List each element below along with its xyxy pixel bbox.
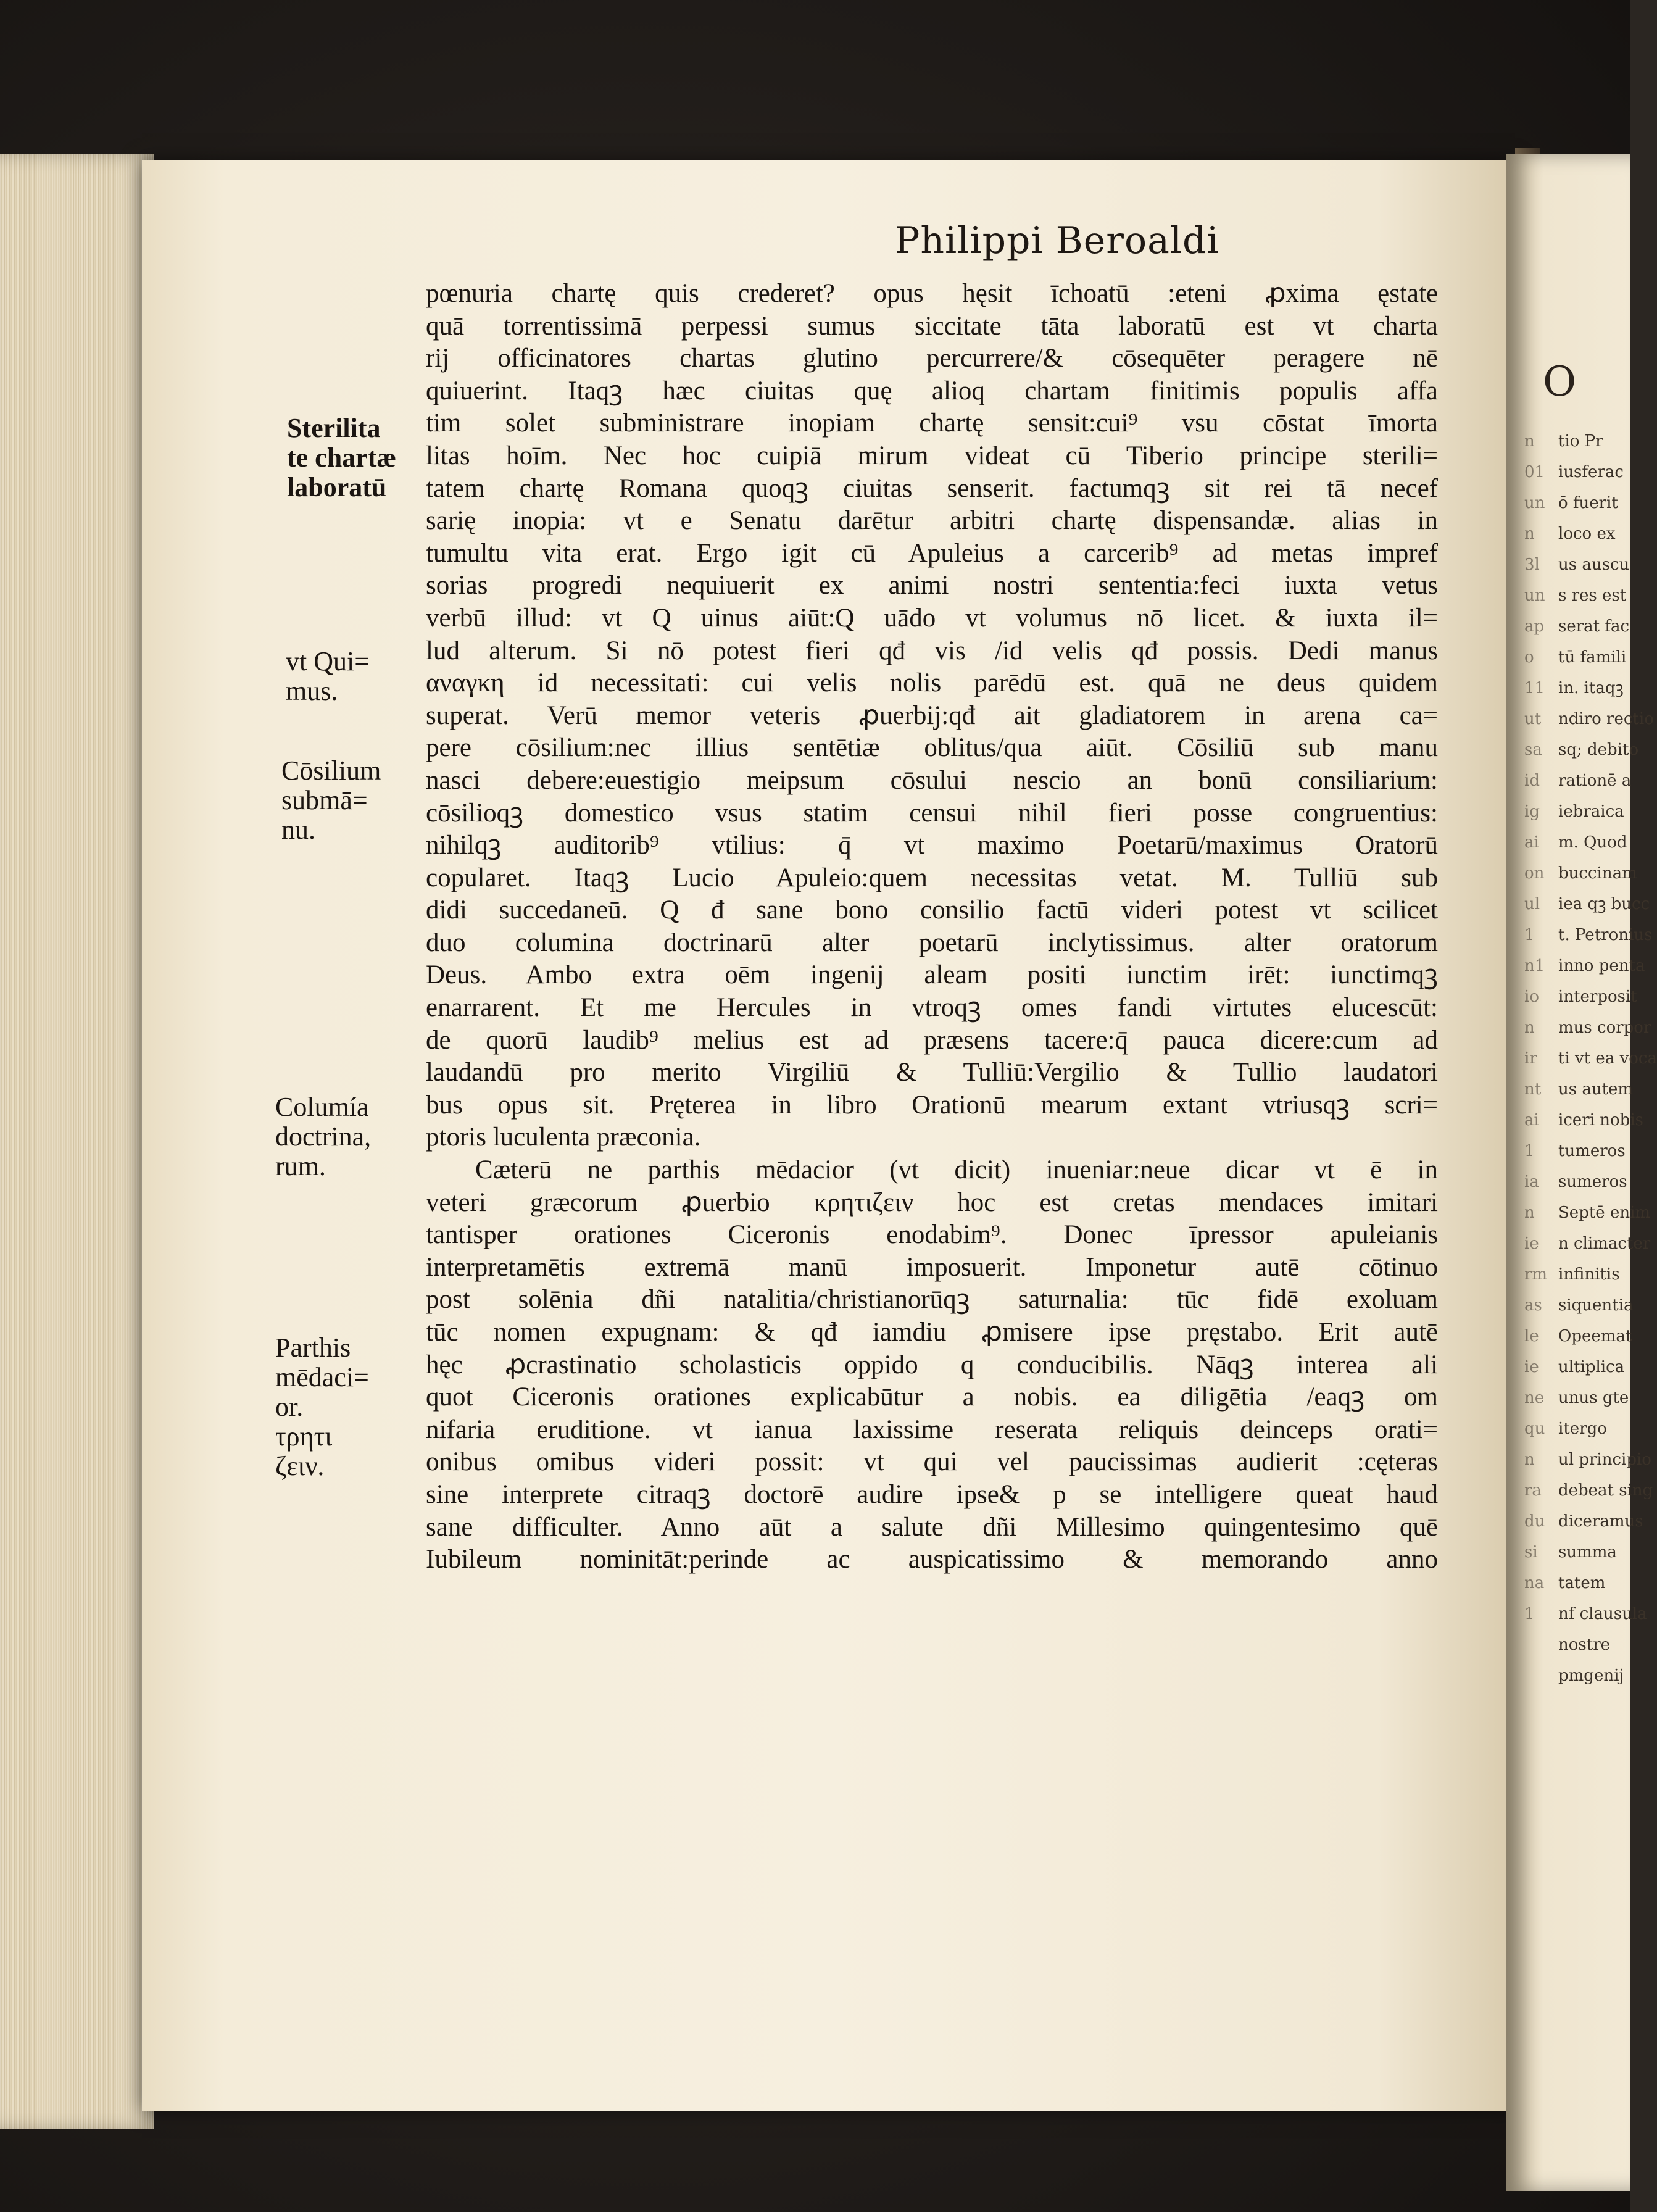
text-line: onibus omibus videri possit: vt qui vel paucissimas audierit :cęteras [426,1447,1438,1477]
facing-page-fragment: 3l [1524,555,1540,574]
facing-page-fragment: ō fuerit [1558,494,1618,512]
margin-note-line: vt Qui= [286,646,370,676]
facing-page-fragment: tū famili [1558,648,1627,667]
text-line: post solēnia dñi natalitia/christianorūqꝫ saturnalia: tūc fidē exoluam [426,1285,1438,1315]
facing-page-fragment: sumeros [1558,1173,1627,1191]
facing-page-fragment: ultiplica [1558,1358,1625,1376]
margin-note-line: ζειν. [275,1451,325,1481]
facing-page-fragment: m. Quod [1558,833,1627,852]
facing-page [1506,154,1657,2191]
text-line: enarrarent. Et me Hercules in vtroqꝫ omes fandi virtutes elucescūt: [426,993,1438,1023]
text-line: sane difficulter. Anno aūt a salute dñi Millesimo quingentesimo quē [426,1512,1438,1542]
facing-page-fragment: siquentia [1558,1296,1634,1315]
text-line: rij officinatores chartas glutino percurrere/& cōsequēter peragere nē [426,344,1438,373]
facing-page-fragment: nt [1524,1080,1542,1099]
text-line: pœnuria chartę quis crederet? opus hęsit īchoatū :eteni ꝓxima ęstate [426,279,1438,308]
facing-page-fragment: o [1524,648,1534,667]
margin-note-line: laboratū [287,472,387,502]
facing-page-fragment: s res est [1558,586,1627,605]
facing-page-fragment: 1 [1524,1605,1535,1623]
facing-page-fragment: ir [1524,1049,1537,1068]
facing-page-fragment: diceramus [1558,1512,1643,1531]
text-line: tatem chartę Romana quoqꝫ ciuitas senserit. factumqꝫ sit rei tā necef [426,473,1438,503]
body-text [426,278,1438,1576]
text-line: Iubileum nominitāt:perinde ac auspicatissimo & memorando anno [426,1545,1438,1574]
text-line: quot Ciceronis orationes explicabūtur a nobis. ea diligētia /eaqꝫ om [426,1382,1438,1412]
facing-page-fragment: ap [1524,617,1545,636]
facing-page-fragment: ti vt ea voca [1558,1049,1657,1068]
margin-note-line: Sterilita [287,413,381,443]
facing-page-fragment: as [1524,1296,1542,1315]
facing-page-fragment: Septē enim [1558,1204,1651,1222]
facing-page-fragment: iebraica [1558,802,1624,821]
margin-note-line: Cōsilium [281,755,381,786]
facing-page-fragment: summa [1558,1543,1617,1561]
text-line: nihilqꝫ auditorib⁹ vtilius: q̄ vt maximo Poetarū/maximus Oratorū [426,831,1438,860]
text-line: tumultu vita erat. Ergo igit cū Apuleius a carcerib⁹ ad metas impref [426,538,1438,568]
text-line: copularet. Itaqꝫ Lucio Apuleio:quem necessitas vetat. M. Tulliū sub [426,863,1438,892]
text-line: bus opus sit. Pręterea in libro Orationū mearum extant vtriusqꝫ scri= [426,1090,1438,1120]
facing-page-fragment: unus gte [1558,1389,1629,1407]
text-line: nasci debere:euestigio meipsum cōsului nescio an bonū consiliarium: [426,765,1438,795]
facing-page-fragment: ie [1524,1358,1539,1376]
facing-page-fragment: tatem [1558,1574,1606,1592]
text-line: quā torrentissimā perpessi sumus siccitate tāta laboratū est vt charta [426,311,1438,341]
text-line: duo columina doctrinarū alter poetarū inclytissimus. alter oratorum [426,928,1438,957]
facing-page-fragment: ut [1524,710,1542,728]
text-line: hęc ꝓcrastinatio scholasticis oppido q conducibilis. Nāqꝫ interea ali [426,1350,1438,1379]
text-line: nifaria eruditione. vt ianua laxissime reserata reliquis deinceps orati= [426,1415,1438,1444]
facing-page-fragment: le [1524,1327,1539,1345]
facing-page-fragment: ne [1524,1389,1545,1407]
margin-note-columina [275,1092,371,1181]
text-line: lud alterum. Si nō potest fieri qđ vis /id velis qđ possis. Dedi manus [426,636,1438,665]
margin-note-line: mēdaci= [275,1362,369,1392]
facing-page-fragment: qu [1524,1420,1545,1438]
facing-page-fragment: id [1524,771,1540,790]
running-head: Philippi Beroaldi [895,219,1219,262]
margin-note-line: Parthis [275,1333,351,1363]
margin-note-line: τρητι [275,1421,333,1452]
facing-page-left-column [1524,426,1561,1629]
text-line: quiuerint. Itaqꝫ hæc ciuitas quę alioq chartam finitimis populis affa [426,376,1438,405]
margin-note-line: rum. [275,1151,326,1181]
facing-page-fragment: on [1524,864,1545,883]
facing-page-fragment: nf clausula [1558,1605,1647,1623]
facing-page-fragment: iceri nobis [1558,1111,1643,1129]
facing-page-fragment: ra [1524,1481,1542,1500]
margin-note-parthis [275,1333,369,1481]
text-line: litas hoīm. Nec hoc cuipiā mirum videat cū Tiberio principe sterili= [426,441,1438,470]
margin-note-line: te chartæ [287,443,397,473]
text-line: sarię inopia: vt e Senatu darētur arbitri chartę dispensandæ. alias in [426,506,1438,536]
facing-page-fragment: ig [1524,802,1540,821]
text-line: veteri græcorum ꝓuerbio κρητιζειν hoc est cretas mendaces imitari [426,1187,1438,1217]
facing-page-fragment: inno penta [1558,957,1645,975]
text-line: tim solet subministrare inopiam chartę sensit:cui⁹ vsu cōstat īmorta [426,409,1438,438]
facing-page-fragment: interposit [1558,988,1637,1006]
text-line: tūc nomen expugnam: & qđ iamdiu ꝓmisere ipse pręstabo. Erit autē [426,1318,1438,1347]
text-line: didi succedaneū. Q đ sane bono consilio factū videri potest vt scilicet [426,896,1438,925]
facing-page-fragment: t. Petronius [1558,926,1653,944]
margin-note-line: submā= [281,785,368,815]
text-line: verbū illud: vt Q uinus aiūt:Q uādo vt volumus nō licet. & iuxta il= [426,603,1438,633]
text-line: laudandū pro merito Virgiliū & Tulliū:Vergilio & Tullio laudatori [426,1058,1438,1087]
facing-page-fragment: pmgenij [1558,1666,1624,1685]
facing-page-fragment: us auscu [1558,555,1630,574]
text-line: cōsilioqꝫ domestico vsus statim censui nihil fieri posse congruentius: [426,798,1438,828]
facing-page-fragment: io [1524,988,1539,1006]
facing-page-fragment: buccinam [1558,864,1637,883]
facing-page-fragment: un [1524,494,1545,512]
facing-page-fragment: iusferac [1558,463,1624,481]
text-line: interpretamētis extremā manū imposuerit. Imponetur autē cōtinuo [426,1252,1438,1282]
facing-page-fragment: debeat sing [1558,1481,1653,1500]
facing-page-fragment: rationē a [1558,771,1632,790]
facing-page-fragment: ie [1524,1234,1539,1253]
facing-page-fragment: tumeros [1558,1142,1626,1160]
text-line: superat. Verū memor veteris ꝓuerbij:qđ ait gladiatorem in arena ca= [426,701,1438,730]
facing-page-fragment: Opeemat [1558,1327,1632,1345]
facing-page-fragment: 1 [1524,926,1535,944]
page-edges-left [0,154,154,2129]
facing-page-fragment: na [1524,1574,1545,1592]
margin-note-line: nu. [281,815,315,845]
facing-page-fragment: iea qꝫ bucc [1558,895,1650,913]
facing-page-fragment: 01 [1524,463,1545,481]
text-line: αναγκη id necessitati: cui velis nolis parēdū est. quā ne deus quidem [426,668,1438,698]
margin-note-line: or. [275,1392,304,1422]
facing-page-fragment: n [1524,525,1535,543]
margin-note-line: Columía [275,1092,369,1122]
facing-page-fragment: nostre [1558,1636,1611,1654]
facing-page-fragment: mus corpor [1558,1018,1651,1037]
text-line: de quorū laudib⁹ melius est ad præsens tacere:q̄ pauca dicere:cum ad [426,1025,1438,1055]
facing-page-fragment: loco ex [1558,525,1616,543]
facing-page-header: O [1543,358,1577,405]
facing-page-fragment: us autem [1558,1080,1634,1099]
facing-page-fragment: ia [1524,1173,1539,1191]
facing-page-right-column [1558,426,1657,1691]
text-line: pere cōsilium:nec illius sentētiæ oblitus/qua aiūt. Cōsiliū sub manu [426,733,1438,763]
facing-page-fragment: infinitis [1558,1265,1620,1284]
facing-page-fragment: 1 [1524,1142,1535,1160]
facing-page-fragment: n [1524,1450,1535,1469]
margin-note-quintus [286,647,370,706]
facing-page-fragment: in. itaqꝫ [1558,679,1624,697]
facing-page-fragment: ai [1524,833,1539,852]
text-line: Cæterū ne parthis mēdacior (vt dicit) inueniar:neue dicar vt ē in [475,1155,1438,1185]
facing-page-fragment: n1 [1524,957,1545,975]
margin-note-consilium [281,756,381,845]
facing-page-fragment: ul [1524,895,1540,913]
facing-page-fragment: du [1524,1512,1545,1531]
facing-page-fragment: itergo [1558,1420,1607,1438]
text-line: Deus. Ambo extra oēm ingenij aleam positi iunctim irēt: iunctimqꝫ [426,960,1438,990]
facing-page-fragment: ai [1524,1111,1539,1129]
facing-page-fragment: ul principio [1558,1450,1651,1469]
facing-page-fragment: rm [1524,1265,1548,1284]
facing-page-fragment: 11 [1524,679,1545,697]
facing-page-fragment: si [1524,1543,1538,1561]
facing-page-fragment: n [1524,1018,1535,1037]
text-line: tantisper orationes Ciceronis enodabim⁹. Donec īpressor apuleianis [426,1220,1438,1250]
margin-note-line: mus. [286,676,338,706]
facing-page-fragment: serat fac [1558,617,1630,636]
text-line: sine interprete citraqꝫ doctorē audire ipse& p se intelligere queat haud [426,1479,1438,1509]
facing-page-fragment: n [1524,1204,1535,1222]
facing-page-fragment: sq; debito [1558,741,1639,759]
facing-page-fragment: sa [1524,741,1542,759]
facing-page-fragment: n [1524,432,1535,451]
margin-note-sterilitate [287,414,396,502]
text-line: ptoris luculenta præconia. [426,1123,701,1152]
facing-page-fragment: un [1524,586,1545,605]
margin-note-line: doctrina, [275,1121,372,1152]
facing-page-fragment: tio Pr [1558,432,1603,451]
text-line: sorias progredi nequiuerit ex animi nostri sententia:feci iuxta vetus [426,571,1438,601]
facing-page-fragment: n climacter [1558,1234,1651,1253]
facing-page-fragment: ndiro rectio [1558,710,1654,728]
